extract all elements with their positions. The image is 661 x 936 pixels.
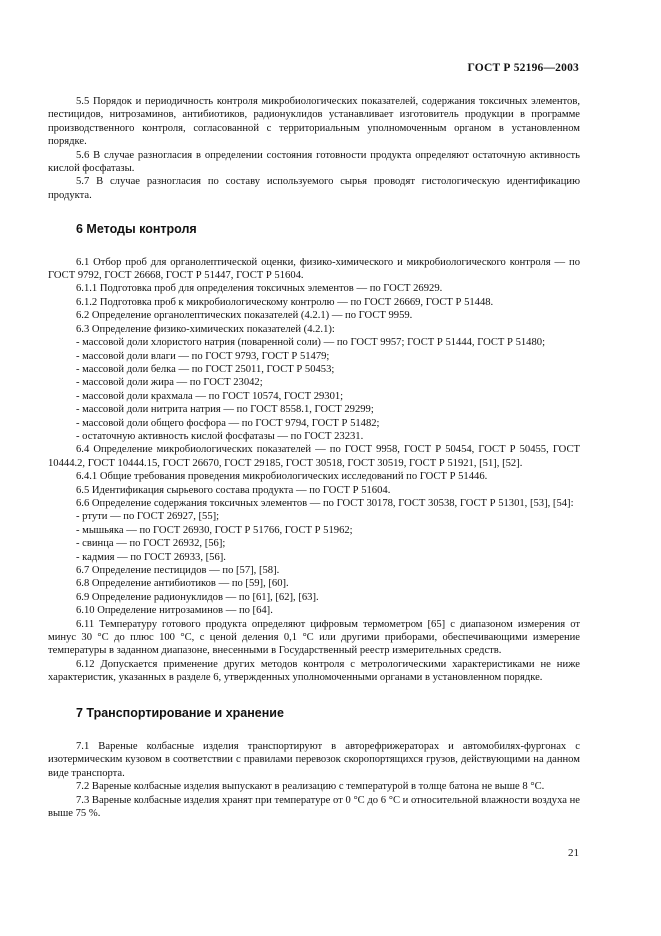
list-item-arsenic: - мышьяка — по ГОСТ 26930, ГОСТ Р 51766, ГОСТ Р 51962; xyxy=(76,524,353,536)
list-item-protein: - массовой доли белка — по ГОСТ 25011, ГОСТ Р 50453; xyxy=(76,363,335,375)
paragraph-6-2: 6.2 Определение органолептических показателей (4.2.1) — по ГОСТ 9959. xyxy=(76,310,413,322)
section-heading-6: 6 Методы контроля xyxy=(76,222,197,237)
paragraph-6-3: 6.3 Определение физико-химических показателей (4.2.1): xyxy=(76,323,335,335)
paragraph-6-12: 6.12 Допускается применение других методов контроля с метрологическими характеристиками не ниже характеристик, указанных в разделе 6, утвержденных уполномоченными органами в установленном порядке. xyxy=(48,658,580,684)
section-heading-7: 7 Транспортирование и хранение xyxy=(76,705,284,720)
paragraph-6-9: 6.9 Определение радионуклидов — по [61], [62], [63]. xyxy=(76,591,319,603)
paragraph-6-7: 6.7 Определение пестицидов — по [57], [58]. xyxy=(76,565,280,576)
list-item-salt: - массовой доли хлористого натрия (поваренной соли) — по ГОСТ 9957; ГОСТ Р 51444, ГОСТ Р 51480; xyxy=(76,337,546,349)
paragraph-6-1-1: 6.1.1 Подготовка проб для определения токсичных элементов — по ГОСТ 26929. xyxy=(76,283,443,295)
list-item-nitrite: - массовой доли нитрита натрия — по ГОСТ 8558.1, ГОСТ 29299; xyxy=(76,404,374,416)
paragraph-7-1: 7.1 Вареные колбасные изделия транспортируют в авторефрижераторах и автомобилях-фургонах с изотермическим кузовом в соответствии с правилами перевозок скоропортящихся грузов, действующими на данном виде транспорта. xyxy=(48,741,580,779)
list-item-phosphatase: - остаточную активность кислой фосфатазы — по ГОСТ 23231. xyxy=(76,430,364,442)
paragraph-6-5: 6.5 Идентификация сырьевого состава продукта — по ГОСТ Р 51604. xyxy=(76,484,391,496)
list-item-mercury: - ртути — по ГОСТ 26927, [55]; xyxy=(76,511,220,523)
paragraph-6-10: 6.10 Определение нитрозаминов — по [64]. xyxy=(76,605,273,617)
document-code-header: ГОСТ Р 52196—2003 xyxy=(467,62,579,74)
list-item-cadmium: - кадмия — по ГОСТ 26933, [56]. xyxy=(76,551,226,563)
list-item-starch: - массовой доли крахмала — по ГОСТ 10574, ГОСТ 29301; xyxy=(76,390,344,402)
paragraph-7-3: 7.3 Вареные колбасные изделия хранят при температуре от 0 °С до 6 °С и относительной влажности воздуха не выше 75 %. xyxy=(48,794,580,820)
paragraph-5-5: 5.5 Порядок и периодичность контроля микробиологических показателей, содержания токсичных элементов, пестицидов, нитрозаминов, антибиотиков, радионуклидов устанавливает изготовитель продукции в программе производственного контроля, согласованной с территориальным уполномоченным органом в установленном порядке. xyxy=(48,96,580,148)
paragraph-6-1-2: 6.1.2 Подготовка проб к микробиологическому контролю — по ГОСТ 26669, ГОСТ Р 51448. xyxy=(76,296,494,308)
paragraph-5-6: 5.6 В случае разногласия в определении состояния готовности продукта определяют остаточную активность кислой фосфатазы. xyxy=(48,149,580,175)
paragraph-6-11: 6.11 Температуру готового продукта определяют цифровым термометром [65] с диапазоном измерения от минус 30 °С до плюс 100 °С, с ценой деления 0,1 °С или другими приборами, обеспечивающими измерение температуры в заданном диапазоне, внесенными в Государственный реестр измерительных средств. xyxy=(48,618,580,657)
list-item-moisture: - массовой доли влаги — по ГОСТ 9793, ГОСТ Р 51479; xyxy=(76,350,330,362)
paragraph-6-1: 6.1 Отбор проб для органолептической оценки, физико-химического и микробиологического контроля — по ГОСТ 9792, ГОСТ 26668, ГОСТ Р 51447, ГОСТ Р 51604. xyxy=(48,256,580,282)
paragraph-6-6: 6.6 Определение содержания токсичных элементов — по ГОСТ 30178, ГОСТ 30538, ГОСТ Р 51301, [53], [54]: xyxy=(76,497,574,509)
list-item-phosphorus: - массовой доли общего фосфора — по ГОСТ 9794, ГОСТ Р 51482; xyxy=(76,417,380,429)
paragraph-6-4: 6.4 Определение микробиологических показателей — по ГОСТ 9958, ГОСТ Р 50454, ГОСТ Р 50455, ГОСТ 10444.2, ГОСТ 10444.15, ГОСТ 26670, ГОСТ 29185, ГОСТ 30518, ГОСТ 30519, ГОСТ Р 51921, [51], [52]. xyxy=(48,444,580,469)
paragraph-6-4-1: 6.4.1 Общие требования проведения микробиологических исследований по ГОСТ Р 51446. xyxy=(76,471,488,483)
paragraph-6-8: 6.8 Определение антибиотиков — по [59], [60]. xyxy=(76,578,289,590)
document-body xyxy=(48,95,580,821)
page-number: 21 xyxy=(568,847,579,859)
list-item-fat: - массовой доли жира — по ГОСТ 23042; xyxy=(76,377,263,389)
paragraph-5-7: 5.7 В случае разногласия по составу используемого сырья проводят гистологическую идентификацию продукта. xyxy=(48,176,580,201)
paragraph-7-2: 7.2 Вареные колбасные изделия выпускают в реализацию с температурой в толще батона не выше 8 °С. xyxy=(76,781,545,793)
list-item-lead: - свинца — по ГОСТ 26932, [56]; xyxy=(76,538,226,550)
